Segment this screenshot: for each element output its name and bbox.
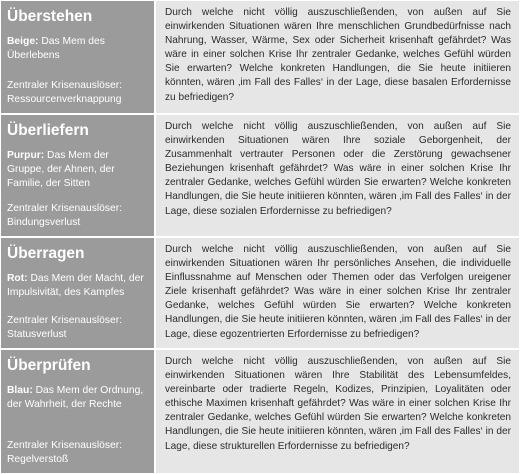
trigger-label: Zentraler Krisenauslöser: xyxy=(7,80,123,91)
question-text: Durch welche nicht völlig auszuschließenden, von außen auf Sie einwirkenden Situationen wären Ihre menschlichen Grundbedürfnisse nach Nahrung, Wasser, Wärme, Sex oder Sicherheit krisenhaft gefährdet? Was wäre in einer solchen Krise Ihr zentraler Gedanke, welches Gefühl würden Sie erwarten? Welche konkreten Handlungen, die Sie heute initiieren könnten, wären ‚im Fall des Falles‘ in der Lage, diese basalen Erfordernisse zu befriedigen? xyxy=(165,7,511,103)
row-header-cell xyxy=(1,350,156,473)
trigger-value: Regelverstoß xyxy=(7,454,69,465)
meme-text: Das Mem des Überlebens xyxy=(7,36,105,61)
row-title: Überprüfen xyxy=(7,357,91,374)
trigger-label: Zentraler Krisenauslöser: xyxy=(7,315,123,326)
trigger-value: Ressourcenverknappung xyxy=(7,94,122,105)
table-row xyxy=(1,238,519,350)
question-cell xyxy=(156,115,519,236)
table-row xyxy=(1,1,519,115)
question-text: Durch welche nicht völlig auszuschließenden, von außen auf Sie einwirkenden Situationen wären Ihre soziale Geborgenheit, der Zusammenhalt vertrauter Personen oder die Zerstörung gewachsener Beziehungen krisenhaft gefährdet? Was wäre in einer solchen Krise Ihr zentraler Gedanke, welches Gefühl würden Sie erwarten? Welche konkreten Handlungen, die Sie heute initiieren könnten, wären ‚im Fall des Falles‘ in der Lage, diese sozialen Erfordernisse zu befriedigen? xyxy=(165,121,511,217)
question-text: Durch welche nicht völlig auszuschließenden, von außen auf Sie einwirkenden Situationen wären Ihr persönliches Ansehen, die individuelle Einflussnahme auf Menschen oder Themen oder das Verfolgen ureigener Ziele krisenhaft gefährdet? Was wäre in einer solchen Krise Ihr zentraler Gedanke, welches Gefühl würden Sie erwarten? Welche konkreten Handlungen, die Sie heute initiieren könnten, wären ‚im Fall des Falles‘ in der Lage, diese egozentrierten Erfordernisse zu befriedigen? xyxy=(165,244,511,340)
row-title: Überliefern xyxy=(7,122,89,139)
meme-description xyxy=(7,35,148,63)
trigger-label: Zentraler Krisenauslöser: xyxy=(7,440,123,451)
meme-text: Das Mem der Gruppe, der Ahnen, der Familie, der Sitten xyxy=(7,150,115,189)
question-text: Durch welche nicht völlig auszuschließenden, von außen auf Sie einwirkenden Situationen wären Ihre Stabilität des Lebensumfeldes, vereinbarte oder tradierte Regeln, Kodizes, Prinzipien, Loyalitäten oder ethische Maximen krisenhaft gefährdet? Was wäre in einer solchen Krise Ihr zentraler Gedanke, welches Gefühl würden Sie erwarten? Welche konkreten Handlungen, die Sie heute initiieren könnten, wären ‚im Fall des Falles‘ in der Lage, diese strukturellen Erfordernisse zu befriedigen? xyxy=(165,356,511,452)
crisis-trigger xyxy=(7,79,150,107)
meme-color-label: Purpur: xyxy=(7,150,45,161)
question-cell xyxy=(156,350,519,473)
meme-description xyxy=(7,384,148,412)
row-header-cell xyxy=(1,115,156,236)
row-title: Überragen xyxy=(7,245,85,262)
row-header-cell xyxy=(1,1,156,113)
meme-color-label: Rot: xyxy=(7,273,28,284)
question-cell xyxy=(156,1,519,113)
meme-description xyxy=(7,272,148,300)
table-row xyxy=(1,350,519,473)
table-row xyxy=(1,115,519,238)
question-cell xyxy=(156,238,519,348)
row-title: Überstehen xyxy=(7,8,93,25)
trigger-label: Zentraler Krisenauslöser: xyxy=(7,203,123,214)
row-header-cell xyxy=(1,238,156,348)
meme-description xyxy=(7,149,148,191)
meme-color-label: Beige: xyxy=(7,36,39,47)
trigger-value: Bindungsverlust xyxy=(7,217,81,228)
meme-text: Das Mem der Macht, der Impulsivität, des Kampfes xyxy=(7,273,144,298)
trigger-value: Statusverlust xyxy=(7,329,67,340)
crisis-trigger xyxy=(7,202,150,230)
meme-color-label: Blau: xyxy=(7,385,33,396)
crisis-trigger xyxy=(7,314,150,342)
meme-text: Das Mem der Ordnung, der Wahrheit, der Rechte xyxy=(7,385,144,410)
crisis-table xyxy=(1,1,519,473)
crisis-trigger xyxy=(7,439,150,467)
